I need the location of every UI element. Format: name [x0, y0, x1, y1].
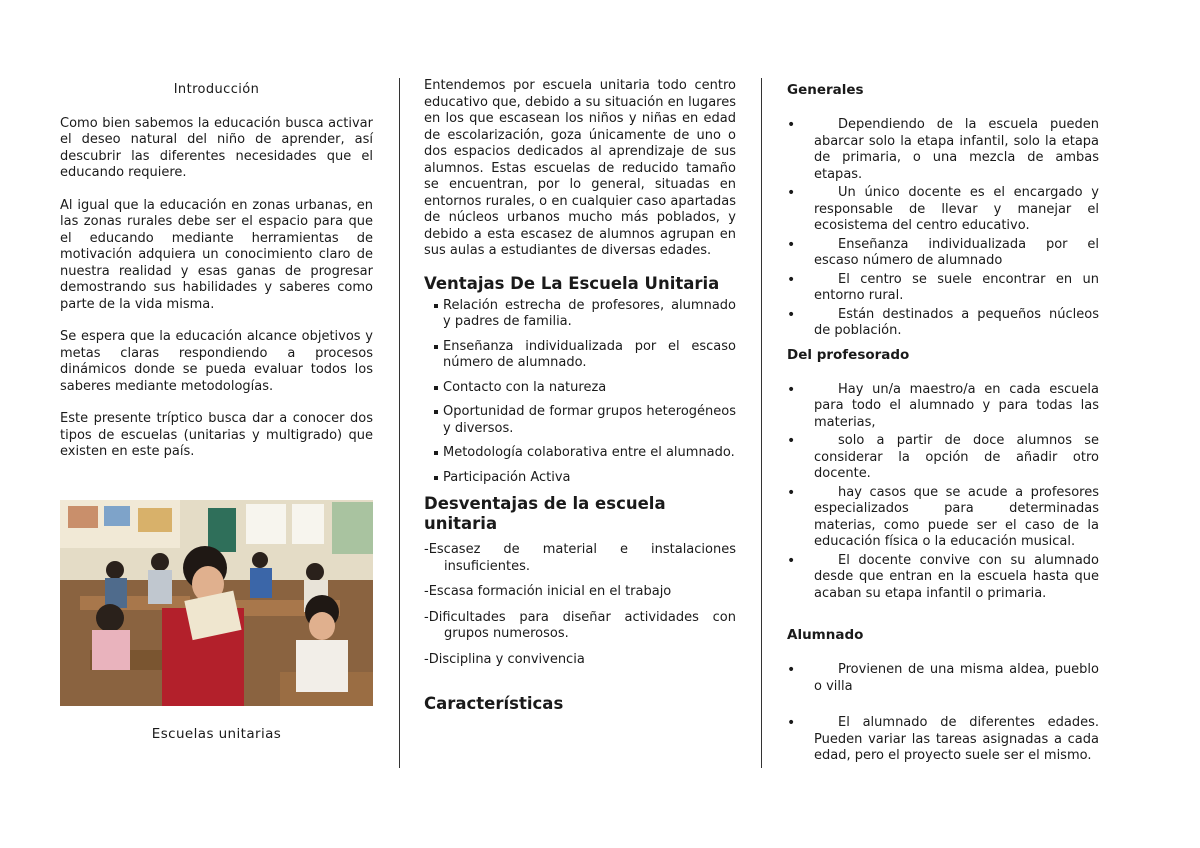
list-item: Enseñanza individualizada por el escaso número de alumnado.: [434, 339, 736, 372]
intro-column: [60, 78, 373, 477]
intro-paragraph-4: Este presente tríptico busca dar a conocer dos tipos de escuelas (unitarias y multigrado) que existen en este país.: [60, 411, 373, 459]
classroom-photo: [60, 500, 373, 706]
list-item: [787, 237, 1099, 270]
list-item: [787, 117, 1099, 183]
alumnado-list: [787, 662, 1099, 765]
list-item-text: solo a partir de doce alumnos se considerar la opción de añadir otro docente.: [814, 433, 1099, 481]
list-item: [787, 662, 1099, 695]
list-item: -Escasez de material e instalaciones insuficientes.: [424, 542, 736, 574]
intro-paragraph-2: Al igual que la educación en zonas urbanas, en las zonas rurales debe ser el espacio para que el educando mediante herramientas de motivación adquiera un conocimiento claro de nuestra realidad y esas ganas de progresar demostrando sus habilidades y saberes como parte de la vida misma.: [60, 197, 373, 312]
generales-heading: Generales: [787, 82, 864, 98]
intro-paragraph-1: Como bien sabemos la educación busca activar el deseo natural del niño de aprender, así descubrir las diferentes necesidades que el educando requiere.: [60, 115, 373, 180]
intro-title: Introducción: [173, 82, 260, 97]
list-item-text: Están destinados a pequeños núcleos de población.: [814, 306, 1099, 338]
list-item: Metodología colaborativa entre el alumnado.: [434, 445, 736, 462]
list-item-text: Provienen de una misma aldea, pueblo o villa: [814, 662, 1099, 694]
intro-paragraph-3: Se espera que la educación alcance objetivos y metas claras respondiendo a procesos dinámicos donde se pueda evaluar todos los saberes mediante metodologías.: [60, 329, 373, 394]
list-item: [787, 485, 1099, 551]
list-item: [787, 433, 1099, 483]
profesorado-heading: Del profesorado: [787, 346, 910, 363]
definition-paragraph: Entendemos por escuela unitaria todo centro educativo que, debido a su situación en lugares en los que escasean los niños y niñas en edad de escolarización, goza únicamente de uno o dos espacios dedicados al aprendizaje de sus alumnos. Estas escuelas de reducido tamaño se encuentran, por lo general, situadas en entornos rurales, o en cualquier caso apartadas de núcleos urbanos mucho más poblados, y debido a esta escasez de alumnos agrupan en sus aulas a estudiantes de diversas edades.: [424, 78, 736, 258]
classroom-illustration: [60, 500, 373, 706]
middle-column: [424, 78, 736, 714]
list-item-text: Dependiendo de la escuela pueden abarcar solo la etapa infantil, solo la etapa de primaria, o una mezcla de ambas etapas.: [814, 117, 1099, 182]
list-item: Oportunidad de formar grupos heterogéneos y diversos.: [434, 404, 736, 437]
fold-divider-left: [399, 78, 400, 768]
list-item-text: Un único docente es el encargado y responsable de llevar y manejar el ecosistema del centro educativo.: [814, 185, 1099, 233]
list-item: -Escasa formación inicial en el trabajo: [424, 584, 672, 599]
desventajas-heading: Desventajas de la escuela unitaria: [424, 494, 666, 533]
list-item: [787, 553, 1099, 603]
list-item: [787, 715, 1099, 765]
list-item: Participación Activa: [434, 470, 736, 487]
profesorado-list: [787, 382, 1099, 603]
ventajas-heading: Ventajas De La Escuela Unitaria: [424, 273, 720, 293]
list-item-text: El docente convive con su alumnado desde que entran en la escuela hasta que acaban su etapa infantil o primaria.: [814, 552, 1099, 601]
list-item-text: El alumnado de diferentes edades. Pueden variar las tareas asignadas a cada edad, pero el proyecto suele ser el mismo.: [814, 715, 1099, 763]
alumnado-heading: Alumnado: [787, 627, 864, 643]
right-column: [787, 78, 1099, 767]
ventajas-list: [424, 298, 736, 487]
photo-caption: Escuelas unitarias: [151, 726, 282, 742]
list-item-text: hay casos que se acude a profesores especializados para determinadas materias, como puede ser el caso de la educación física o la educación musical.: [814, 484, 1099, 549]
desventajas-list: [424, 542, 736, 668]
list-item: Contacto con la natureza: [434, 380, 736, 397]
list-item: [787, 382, 1099, 432]
list-item: Relación estrecha de profesores, alumnado y padres de familia.: [434, 298, 736, 331]
list-item-text: Enseñanza individualizada por el escaso número de alumnado: [814, 236, 1099, 268]
list-item: [787, 185, 1099, 235]
list-item: -Disciplina y convivencia: [424, 651, 585, 667]
list-item: -Dificultades para diseñar actividades con grupos numerosos.: [424, 609, 736, 641]
list-item-text: Hay un/a maestro/a en cada escuela para todo el alumnado y para todas las materias,: [814, 381, 1099, 430]
fold-divider-right: [761, 78, 762, 768]
generales-list: [787, 117, 1099, 340]
caracteristicas-heading: Características: [424, 694, 564, 713]
list-item: [787, 307, 1099, 340]
list-item-text: El centro se suele encontrar en un entorno rural.: [814, 271, 1099, 303]
list-item: [787, 272, 1099, 305]
